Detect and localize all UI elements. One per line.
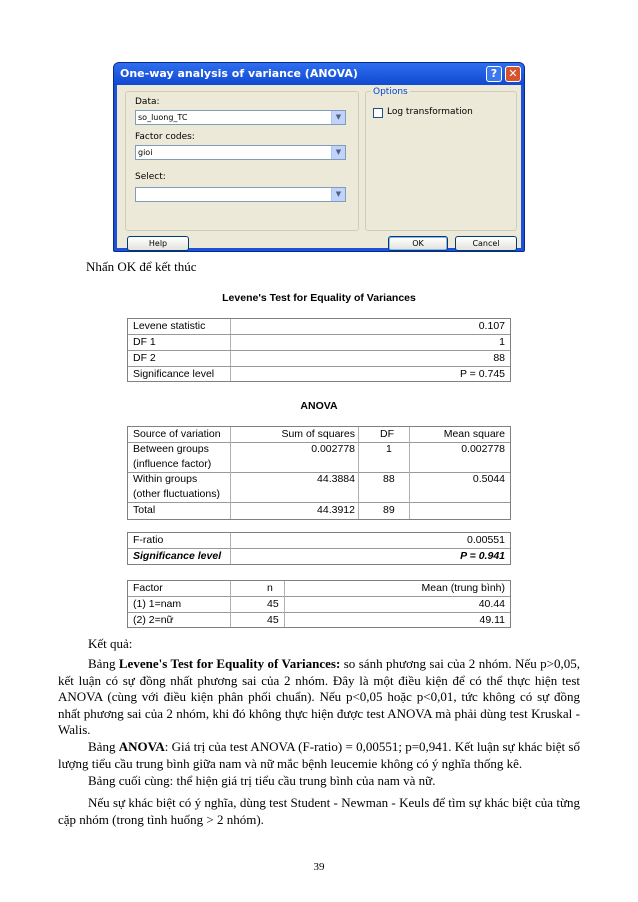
p1-bold: Levene's Test for Equality of Variances: [118,656,341,671]
caption-ok: Nhấn OK để kết thúc [86,259,197,274]
p1-rest: so sánh phương sai của 2 nhóm. Nếu p>0,05, kết luận có sự đồng nhất phương sai của 2 nhóm. Đây là một điều kiện để có thể thực hiện test ANOVA (cùng với điều kiện phân phối chuẩn). Nếu p<0,05 hoặc p<0,01, tức không có sự đồng nhất phương sai của 2 nhóm, khi đó không thực hiện được test ANOVA mà phải dùng test Kruskal - Walis. [58,656,580,738]
factor-n: 45 [267,598,279,610]
dialog-title: One-way analysis of variance (ANOVA) [120,67,358,80]
factor-name: (2) 2=nữ [133,614,174,626]
levene-value: 88 [493,352,505,364]
anova-title: ANOVA [300,400,338,412]
factor-header: n [267,582,273,594]
p1-text: Bảng [88,656,119,671]
factor-name: (1) 1=nam [133,598,182,610]
anova-header: DF [380,428,394,440]
chevron-down-icon[interactable]: ▼ [331,146,345,159]
anova-ss: 44.3884 [317,473,355,485]
paragraph-last-table: Bảng cuối cùng: thể hiện giá trị tiểu cầu trung bình của nam và nữ. [88,773,436,788]
levene-title: Levene's Test for Equality of Variances [222,292,416,304]
cancel-button[interactable]: Cancel [455,236,517,251]
log-checkbox[interactable] [373,108,383,118]
options-label: Options [373,87,408,97]
f-ratio-label: F-ratio [133,534,164,546]
anova-source-note: (influence factor) [133,458,212,470]
anova-source: Within groups [133,473,198,485]
anova-ss: 44.3912 [317,504,355,516]
anova-source: Total [133,504,156,516]
data-value: so_luong_TC [138,113,188,122]
paragraph-anova [58,739,580,772]
data-combo[interactable] [135,110,346,125]
chevron-down-icon[interactable]: ▼ [331,188,345,201]
factor-value: gioi [138,148,153,157]
p2-text: Bảng [88,739,119,754]
f-ratio-value: 0.00551 [467,534,505,546]
factor-divider [230,581,231,627]
levene-label: Levene statistic [133,320,206,332]
factor-divider [284,581,285,627]
anova-header: Source of variation [133,428,221,440]
factor-rule [128,612,510,613]
anova-divider [358,427,359,519]
anova-rule [128,502,510,503]
p2-bold: ANOVA [118,739,165,754]
paragraph-levene [58,656,580,739]
ket-qua-heading: Kết quả: [88,636,133,651]
log-label[interactable]: Log transformation [387,107,473,117]
dialog-client [117,85,521,248]
levene-rule [128,334,510,335]
close-icon[interactable]: ✕ [505,66,521,82]
chevron-down-icon[interactable]: ▼ [331,111,345,124]
levene-value: P = 0.745 [459,368,505,380]
f-ratio-divider [230,533,231,564]
anova-divider [230,427,231,519]
factor-rule [128,596,510,597]
select-combo[interactable] [135,187,346,202]
significance-value: P = 0.941 [460,550,505,562]
factor-combo[interactable] [135,145,346,160]
levene-rule [128,366,510,367]
paragraph-snk: Nếu sự khác biệt có ý nghĩa, dùng test Student - Newman - Keuls để tìm sự khác biệt của từng cặp nhóm (trong tình huống > 2 nhóm). [58,795,580,827]
select-label: Select: [135,172,166,182]
levene-value: 1 [499,336,505,348]
anova-ms: 0.002778 [461,443,505,455]
anova-df: 1 [386,443,392,455]
anova-source-note: (other fluctuations) [133,488,220,500]
p2-rest: : Giá trị của test ANOVA (F-ratio) = 0,00551; p=0,941. Kết luận sự khác biệt số lượng tiểu cầu trung bình giữa nam và nữ mắc bệnh leucemie không có ý nghĩa thống kê. [58,739,580,771]
factor-n: 45 [267,614,279,626]
help-button[interactable]: Help [127,236,189,251]
data-label: Data: [135,97,160,107]
f-ratio-rule [128,548,510,549]
levene-label: Significance level [133,368,215,380]
factor-mean: 49.11 [479,614,505,626]
factor-header: Mean (trung bình) [421,582,505,594]
anova-header: Sum of squares [281,428,355,440]
anova-dialog [113,62,525,252]
anova-df: 89 [383,504,395,516]
factor-header: Factor [133,582,163,594]
levene-label: DF 2 [133,352,156,364]
ok-button[interactable]: OK [388,236,448,251]
anova-df: 88 [383,473,395,485]
factor-mean: 40.44 [478,598,505,610]
page-number: 39 [313,861,325,873]
anova-ms: 0.5044 [472,473,505,485]
anova-header: Mean square [443,428,505,440]
help-icon[interactable]: ? [486,66,502,82]
anova-source: Between groups [133,443,209,455]
levene-rule [128,350,510,351]
levene-label: DF 1 [133,336,156,348]
significance-label: Significance level [133,550,222,562]
factor-label: Factor codes: [135,132,195,142]
dialog-titlebar[interactable] [114,63,524,85]
levene-value: 0.107 [478,320,505,332]
anova-ss: 0.002778 [311,443,355,455]
